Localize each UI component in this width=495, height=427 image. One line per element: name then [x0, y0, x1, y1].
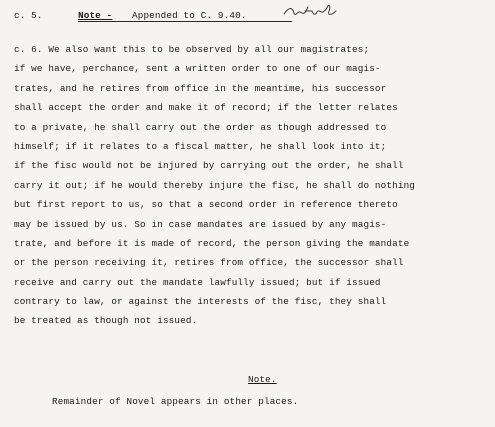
- text-line: to a private, he shall carry out the order as though addressed to: [14, 121, 387, 133]
- note-label: Note -: [78, 10, 113, 21]
- text-line: trate, and before it is made of record, the person giving the mandate: [14, 237, 410, 249]
- text-line: if the fisc would not be injured by carrying out the order, he shall: [14, 160, 404, 172]
- header-underline: [78, 21, 292, 22]
- remainder-note: Remainder of Novel appears in other places.: [52, 396, 299, 407]
- section-number: c. 5.: [14, 10, 43, 21]
- text-line: carry it out; if he would thereby injure the fisc, he shall do nothing: [14, 179, 416, 191]
- text-line: trates, and he retires from office in the meantime, his successor: [14, 82, 387, 94]
- document-header: [14, 10, 484, 26]
- text-line: himself; if it relates to a fiscal matter, he shall look into it;: [14, 140, 387, 152]
- handwritten-annotation: [282, 2, 340, 20]
- text-line: be treated as though not issued.: [14, 315, 198, 327]
- appended-reference: Appended to C. 9.40.: [132, 10, 247, 21]
- text-line: or the person receiving it, retires from office, the successor shall: [14, 257, 404, 269]
- text-line: if we have, perchance, sent a written order to one of our magis-: [14, 63, 381, 75]
- text-line: but first report to us, so that a second order in reference thereto: [14, 199, 398, 211]
- text-line: may be issued by us. So in case mandates are issued by any magis-: [14, 218, 387, 230]
- note-heading: Note.: [248, 374, 277, 385]
- text-line: c. 6. We also want this to be observed by all our magistrates;: [14, 44, 370, 55]
- text-line: shall accept the order and make it of record; if the letter relates: [14, 102, 398, 114]
- text-line: contrary to law, or against the interests of the fisc, they shall: [14, 296, 387, 308]
- main-paragraph: [14, 40, 484, 331]
- text-line: receive and carry out the mandate lawfully issued; but if issued: [14, 276, 381, 288]
